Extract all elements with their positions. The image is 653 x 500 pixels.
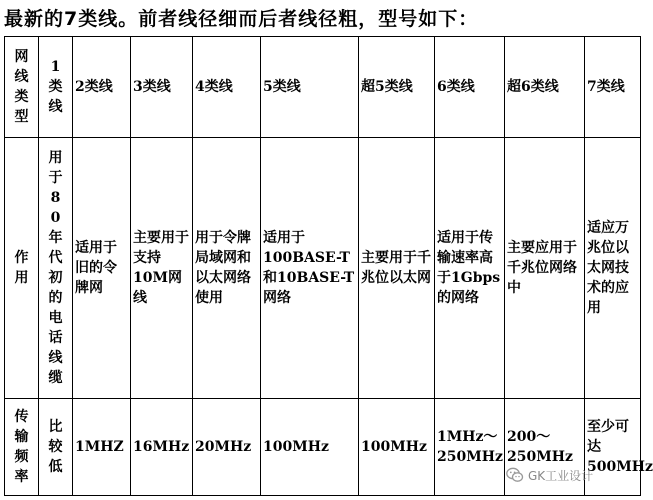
role-cat2: 适用于旧的令牌网	[73, 138, 131, 399]
row-label-role: 作用	[5, 138, 39, 399]
role-cat1: 用于80年代初的电话线缆	[39, 138, 73, 399]
role-cat3: 主要用于支持10M网线	[131, 138, 193, 399]
col-header-cat3: 3类线	[131, 37, 193, 138]
page-heading: 最新的7类线。前者线径细而后者线径粗，型号如下：	[4, 8, 479, 30]
col-header-cat4: 4类线	[193, 37, 261, 138]
freq-cat4: 20MHz	[193, 399, 261, 496]
table-row-role	[5, 138, 641, 399]
col-header-cat2: 2类线	[73, 37, 131, 138]
freq-cat2: 1MHZ	[73, 399, 131, 496]
freq-cat5: 100MHz	[261, 399, 359, 496]
col-header-cat6: 6类线	[435, 37, 505, 138]
wechat-icon	[506, 467, 524, 483]
freq-cat3: 16MHz	[131, 399, 193, 496]
cable-spec-table	[4, 36, 653, 496]
watermark	[506, 464, 634, 486]
col-header-cat5e: 超5类线	[359, 37, 435, 138]
freq-cat5e: 100MHz	[359, 399, 435, 496]
col-header-cat1: 1类线	[39, 37, 73, 138]
row-label-type: 网线类型	[5, 37, 39, 138]
table-row-type	[5, 37, 641, 138]
role-cat5e: 主要用于千兆位以太网	[359, 138, 435, 399]
role-cat5: 适用于100BASE-T和10BASE-T网络	[261, 138, 359, 399]
role-cat6: 适用于传输速率高于1Gbps的网络	[435, 138, 505, 399]
col-header-cat7: 7类线	[585, 37, 641, 138]
row-label-freq: 传输频率	[5, 399, 39, 496]
freq-cat7: 至少可达500MHz	[585, 399, 641, 496]
col-header-cat6a: 超6类线	[505, 37, 585, 138]
col-header-cat5: 5类线	[261, 37, 359, 138]
freq-cat6: 1MHz～250MHz	[435, 399, 505, 496]
role-cat4: 用于令牌局域网和以太网络使用	[193, 138, 261, 399]
freq-cat6a: 200～250MHz	[505, 399, 585, 496]
role-cat6a: 主要应用于千兆位网络中	[505, 138, 585, 399]
role-cat7: 适应万兆位以太网技术的应用	[585, 138, 641, 399]
freq-cat1: 比较低	[39, 399, 73, 496]
watermark-text: GK工业设计	[528, 468, 594, 483]
